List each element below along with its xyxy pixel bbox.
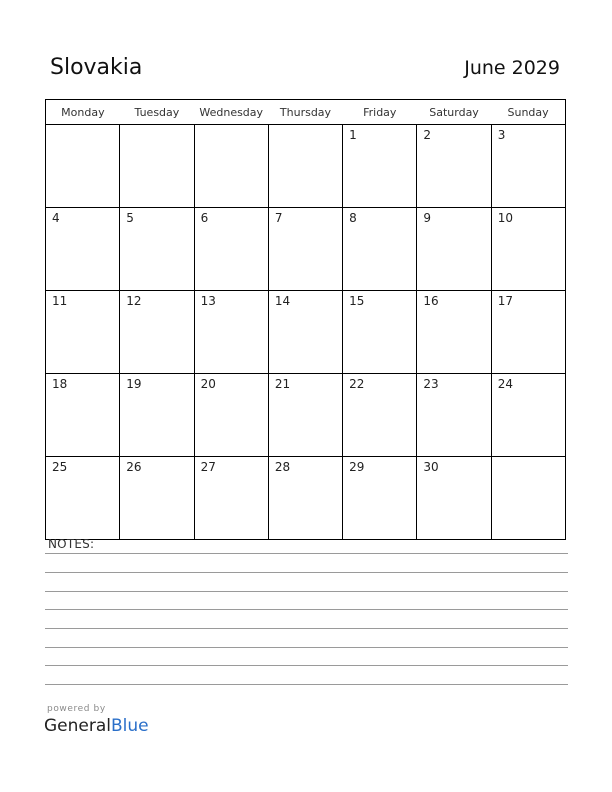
- notes-line: [45, 572, 568, 573]
- day-cell: 24: [491, 374, 565, 457]
- powered-by-text: powered by: [47, 704, 106, 714]
- weekday-monday: Monday: [46, 100, 120, 125]
- notes-line: [45, 684, 568, 685]
- day-cell: 23: [417, 374, 491, 457]
- day-cell: 19: [120, 374, 194, 457]
- day-cell: 10: [491, 208, 565, 291]
- day-cell: 17: [491, 291, 565, 374]
- calendar-grid: [45, 99, 566, 540]
- weekday-header-row: [46, 100, 566, 125]
- day-cell: [268, 125, 342, 208]
- notes-line: [45, 553, 568, 554]
- day-cell: 2: [417, 125, 491, 208]
- day-cell: [194, 125, 268, 208]
- weekday-saturday: Saturday: [417, 100, 491, 125]
- week-row: [46, 457, 566, 540]
- month-year-title: June 2029: [464, 57, 560, 79]
- weekday-wednesday: Wednesday: [194, 100, 268, 125]
- notes-line: [45, 647, 568, 648]
- day-cell: 27: [194, 457, 268, 540]
- day-cell: 29: [343, 457, 417, 540]
- day-cell: 4: [46, 208, 120, 291]
- notes-line: [45, 628, 568, 629]
- week-row: [46, 208, 566, 291]
- day-cell: 18: [46, 374, 120, 457]
- week-row: [46, 374, 566, 457]
- week-row: [46, 125, 566, 208]
- week-row: [46, 291, 566, 374]
- day-cell: [46, 125, 120, 208]
- day-cell: [491, 457, 565, 540]
- weekday-sunday: Sunday: [491, 100, 565, 125]
- day-cell: 26: [120, 457, 194, 540]
- weekday-thursday: Thursday: [268, 100, 342, 125]
- day-cell: 21: [268, 374, 342, 457]
- day-cell: 20: [194, 374, 268, 457]
- day-cell: [120, 125, 194, 208]
- day-cell: 14: [268, 291, 342, 374]
- day-cell: 11: [46, 291, 120, 374]
- day-cell: 6: [194, 208, 268, 291]
- weekday-friday: Friday: [343, 100, 417, 125]
- brand-general-text: General: [44, 716, 111, 736]
- generalblue-logo: [44, 716, 149, 736]
- notes-line: [45, 591, 568, 592]
- day-cell: 22: [343, 374, 417, 457]
- day-cell: 28: [268, 457, 342, 540]
- day-cell: 13: [194, 291, 268, 374]
- day-cell: 16: [417, 291, 491, 374]
- day-cell: 15: [343, 291, 417, 374]
- day-cell: 12: [120, 291, 194, 374]
- day-cell: 25: [46, 457, 120, 540]
- day-cell: 3: [491, 125, 565, 208]
- day-cell: 8: [343, 208, 417, 291]
- day-cell: 7: [268, 208, 342, 291]
- day-cell: 30: [417, 457, 491, 540]
- notes-line: [45, 609, 568, 610]
- brand-blue-text: Blue: [111, 716, 149, 736]
- notes-line: [45, 665, 568, 666]
- day-cell: 9: [417, 208, 491, 291]
- country-title: Slovakia: [50, 55, 143, 80]
- day-cell: 1: [343, 125, 417, 208]
- day-cell: 5: [120, 208, 194, 291]
- notes-label: NOTES:: [48, 537, 95, 551]
- weekday-tuesday: Tuesday: [120, 100, 194, 125]
